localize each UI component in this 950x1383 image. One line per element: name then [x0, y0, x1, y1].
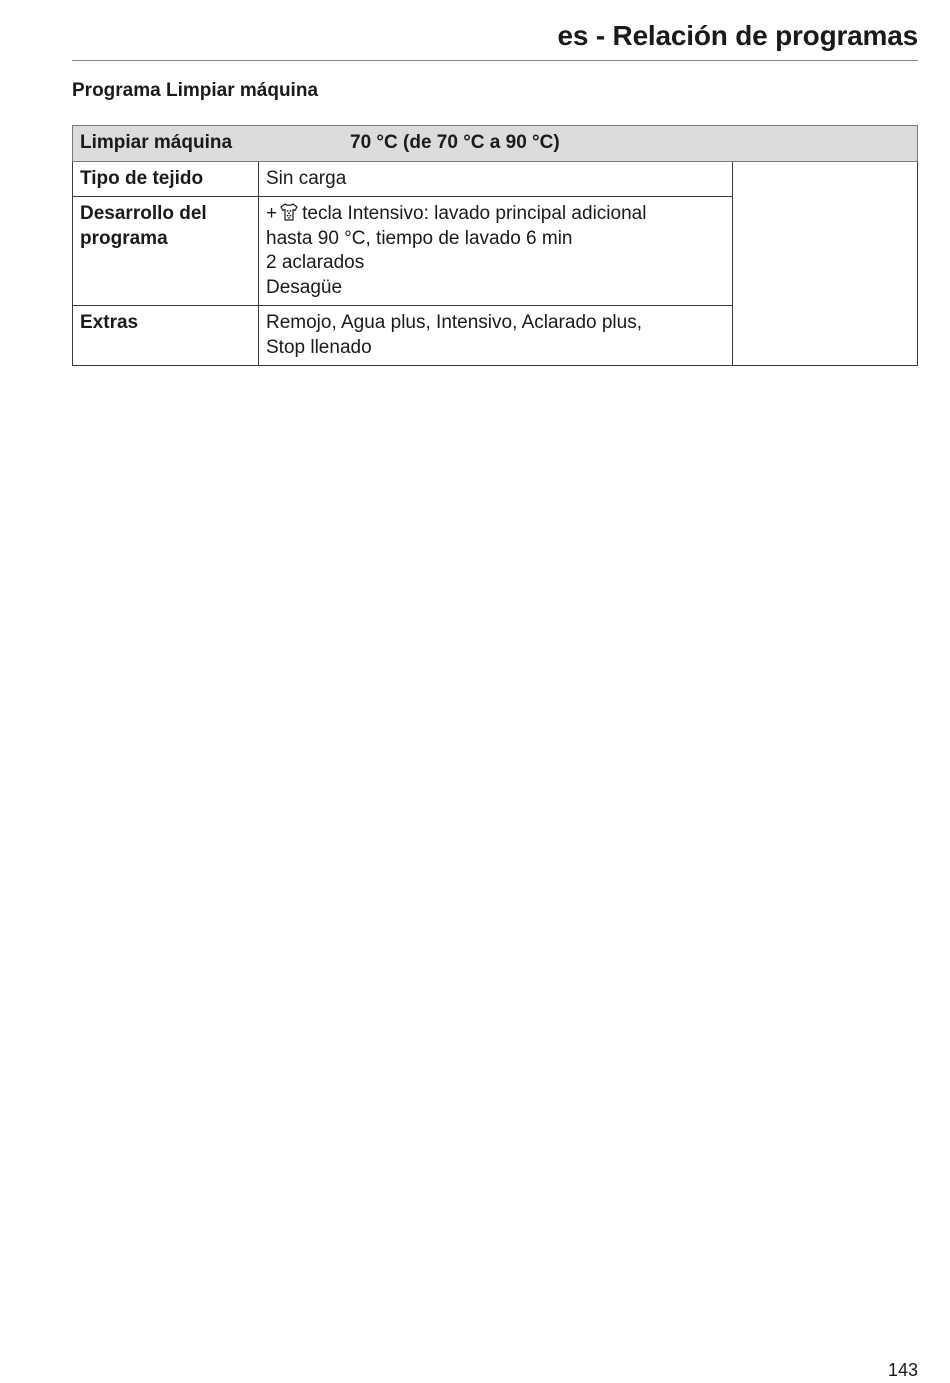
page-number: 143 [887, 1360, 918, 1380]
program-table [72, 125, 918, 366]
value-line-with-icon [266, 202, 725, 227]
value-line: 2 aclarados [266, 252, 365, 273]
row-label-fabric-type: Tipo de tejido [73, 161, 259, 197]
header-divider [72, 60, 918, 61]
section-title: Programa Limpiar máquina [72, 80, 319, 101]
shirt-intensive-icon [279, 202, 299, 222]
empty-side-cell [733, 161, 918, 366]
value-line: Stop llenado [266, 336, 372, 358]
value-line: hasta 90 °C, tiempo de lavado 6 min [266, 227, 573, 249]
table-header-row [73, 126, 918, 162]
program-name: Limpiar máquina [80, 132, 233, 153]
value-line-text: tecla Intensivo: lavado principal adicional [302, 203, 647, 224]
row-value-program-sequence [259, 197, 733, 306]
table-row-fabric-type [73, 161, 918, 197]
value-line: Desagüe [266, 276, 343, 298]
page-header-title: es - Relación de programas [557, 20, 918, 51]
row-label-extras: Extras [73, 306, 259, 366]
program-temperature: 70 °C (de 70 °C a 90 °C) [350, 132, 560, 153]
value-line: Remojo, Agua plus, Intensivo, Aclarado plus, [266, 312, 643, 333]
table-header-cell [73, 126, 918, 162]
row-value-extras [259, 306, 733, 366]
plus-sign: + [266, 203, 278, 224]
row-label-program-sequence: Desarrollo del programa [73, 197, 259, 306]
row-value-fabric-type [259, 161, 733, 197]
value-line: Sin carga [266, 167, 347, 189]
